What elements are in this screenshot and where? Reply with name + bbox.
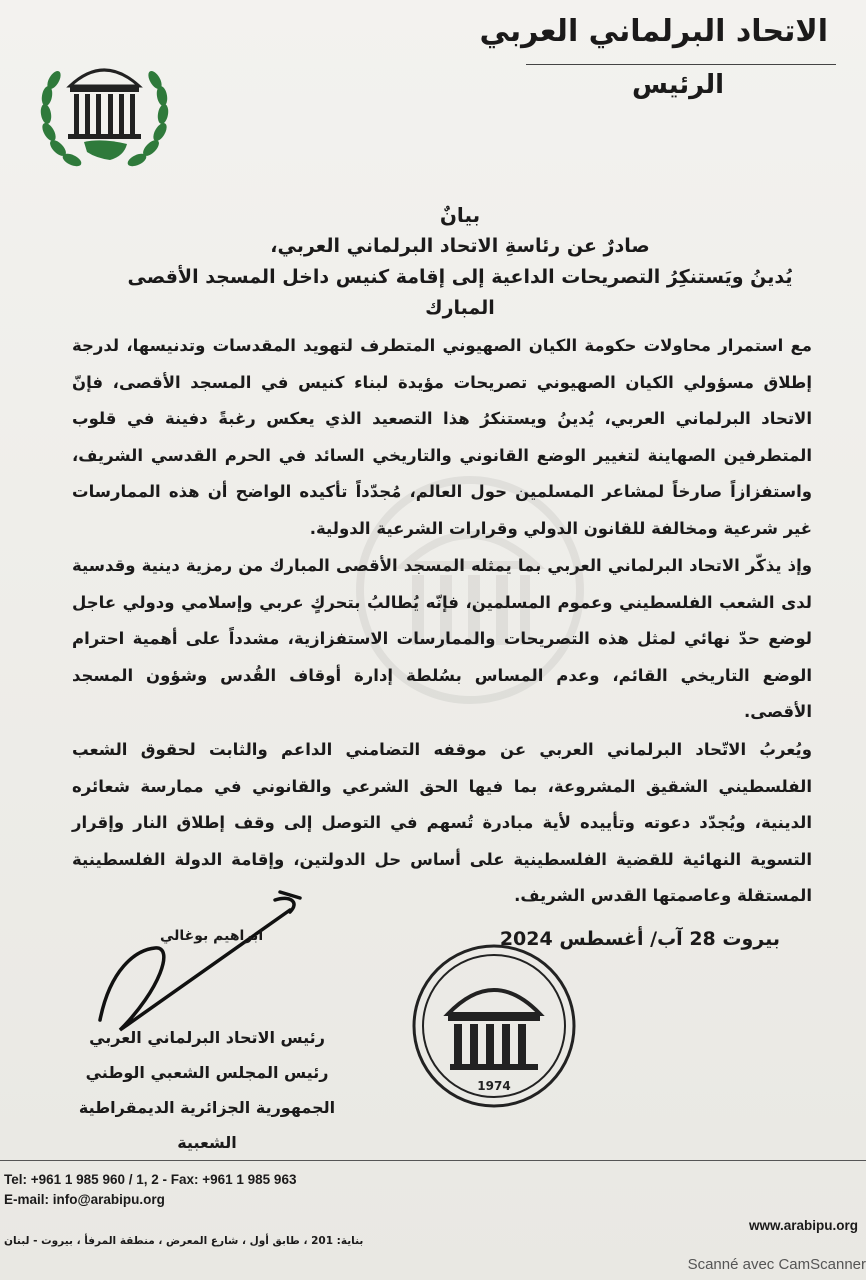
title-line-2: صادرٌ عن رئاسةِ الاتحاد البرلماني العربي، xyxy=(270,235,650,257)
footer-phone: Tel: +961 1 985 960 / 1, 2 - Fax: +961 1 985 963 xyxy=(4,1172,297,1187)
official-seal-icon xyxy=(410,942,578,1110)
signer-title-2: رئيس المجلس الشعبي الوطني xyxy=(85,1063,329,1082)
signer-name: ابراهيم بوغالي xyxy=(160,928,264,944)
title-line-1: بيانٌ xyxy=(439,203,481,227)
header-divider xyxy=(526,64,836,65)
statement-title xyxy=(100,200,820,324)
title-line-3: يُدينُ ويَستنكِرُ التصريحات الداعية إلى إقامة كنيس داخل المسجد الأقصى المبارك xyxy=(127,266,793,319)
seal-year: 1974 xyxy=(477,1079,511,1093)
organization-name: الاتحاد البرلماني العربي xyxy=(479,14,828,49)
footer-email[interactable]: E-mail: info@arabipu.org xyxy=(4,1192,165,1207)
footer-address: بناية: 201 ، طابق أول ، شارع المعرض ، منطقة المرفأ ، بيروت - لبنان xyxy=(4,1235,364,1247)
statement-date: بيروت 28 آب/ أغسطس 2024 xyxy=(499,928,780,950)
signer-title-3: الجمهورية الجزائرية الديمقراطية الشعبية xyxy=(78,1098,336,1152)
body-paragraph-1: مع استمرار محاولات حكومة الكيان الصهيوني المتطرف لتهويد المقدسات وتدنيسها، لدرجة إطلاق مسؤولي الكيان الصهيوني تصريحات مؤيدة لبناء كنيس في المسجد الأقصى، فإنّ الاتحاد البرلماني العربي، يُدينُ ويستنكرُ هذا التصعيد الذي يعكس رغبةً دفينة في قلوب المتطرفين الصهاينة لتغيير الوضع القانوني والتاريخي السائد في الحرم القدسي الشريف، واستفزازاً صارخاً لمشاعر المسلمين حول العالم، مُجدّداً تأكيده الواضح أن هذه الممارسات غير شرعية ومخالفة للقانون الدولي وقرارات الشرعية الدولية. xyxy=(72,336,812,538)
footer-divider xyxy=(0,1160,866,1161)
header-role: الرئيس xyxy=(632,70,724,100)
footer-website-link[interactable]: www.arabipu.org xyxy=(748,1218,858,1233)
arab-parliamentary-union-logo-icon xyxy=(32,34,177,179)
scanner-watermark: Scanné avec CamScanner xyxy=(687,1256,866,1273)
footer-contact xyxy=(4,1170,296,1210)
body-paragraph-2: وإذ يذكّر الاتحاد البرلماني العربي بما يمثله المسجد الأقصى المبارك من رمزية دينية وقدسية لدى الشعب الفلسطيني وعموم المسلمين، فإنّه يُطالبُ بتحركٍ عربي وإسلامي ودولي عاجل لوضع حدّ نهائي لمثل هذه التصريحات والممارسات الاستفزازية، مشدداً على أهمية احترام الوضع التاريخي القائم، وعدم المساس بسُلطة إدارة أوقاف القُدس وشؤون المسجد الأقصى. xyxy=(72,556,812,721)
signer-title-1: رئيس الاتحاد البرلماني العربي xyxy=(89,1028,325,1047)
body-paragraph-3: ويُعربُ الاتّحاد البرلماني العربي عن موقفه التضامني الداعم والثابت لحقوق الشعب الفلسطيني الشقيق المشروعة، بما فيها الحق الشرعي والقانوني في ممارسة شعائره الدينية، ويُجدّد دعوته وتأييده لأية مبادرة تُسهم في التوصل إلى وقف إطلاق النار وإقرار التسوية النهائية للقضية الفلسطينية على أساس حل الدولتين، وإقامة الدولة الفلسطينية المستقلة وعاصمتها القدس الشريف. xyxy=(72,740,812,905)
signature-block xyxy=(72,1020,342,1160)
